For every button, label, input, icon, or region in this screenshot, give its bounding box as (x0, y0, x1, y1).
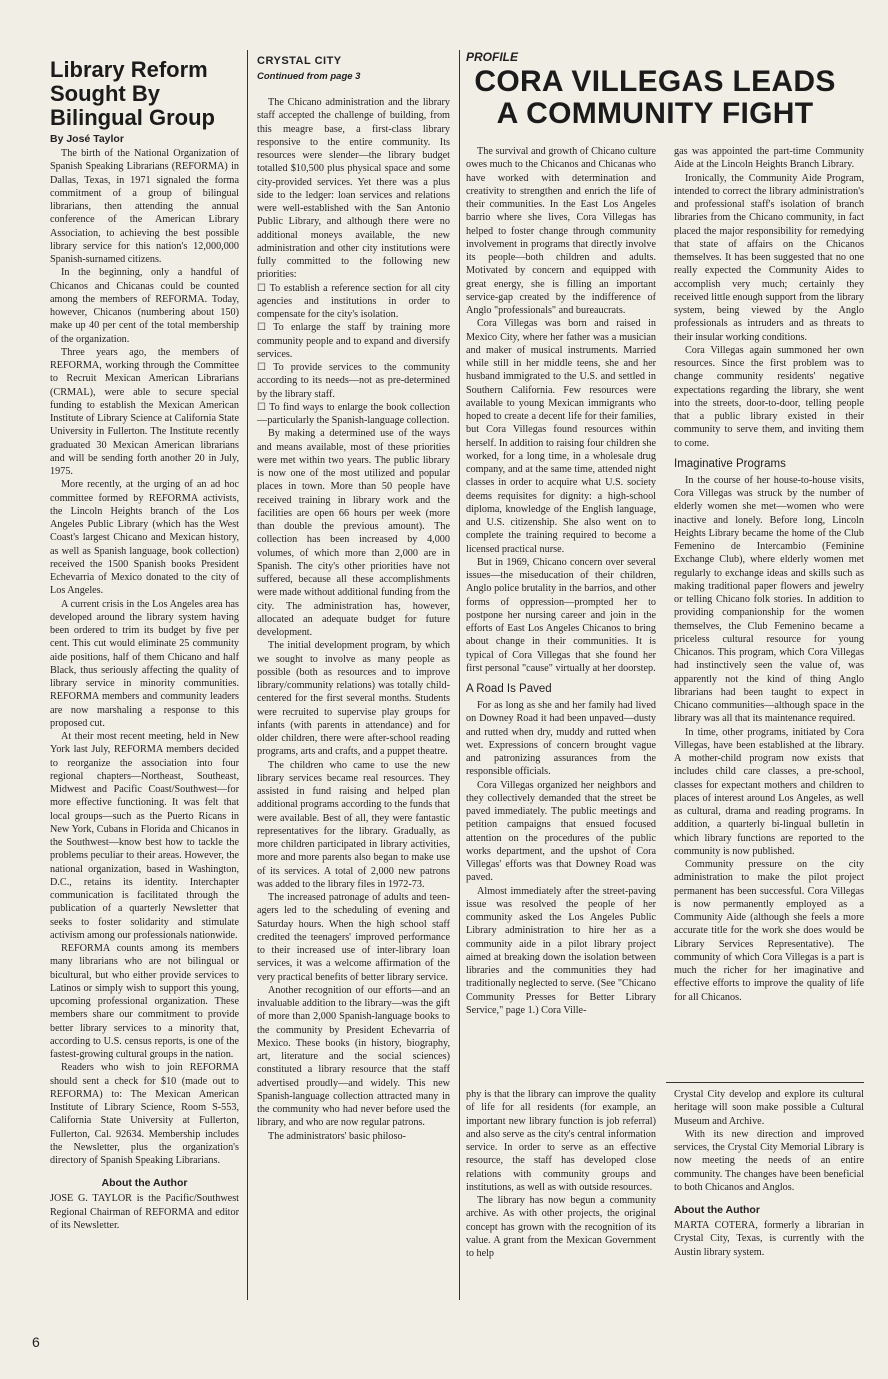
paragraph: Crystal City develop and explore its cultural heritage will soon make possible a Cultural Museum and Archive. (674, 1089, 864, 1127)
subhead: A Road Is Paved (466, 683, 552, 695)
author-bio: MARTA COTERA, formerly a librarian in Crystal City, Texas, is currently with the Austin library system. (674, 1220, 864, 1258)
paragraph: Cora Villegas organized her neighbors and they collectively demanded that the street be paved immediately. The public meetings and petition campaigns that ensued focused attention on the procedures of the public works department, and the upshot of Cora Villegas' efforts was that Downey Road was paved. (466, 779, 656, 884)
paragraph: ☐ To find ways to enlarge the book collection—particularly the Spanish-language collection. (257, 401, 450, 426)
paragraph: Cora Villegas again summoned her own resources. Since the first problem was to change community residents' negative expectations regarding the library, she went into the streets, door-to-door, telling people that a public library existed in their community to serve them, and inviting them to come. (674, 344, 864, 449)
byline: By José Taylor (50, 133, 124, 145)
crystal-city-continued-a (466, 1088, 656, 1303)
paragraph: The Chicano administration and the library staff accepted the challenge of building, from this meagre base, a first-class library responsive to the entire community. Its resources were slender—the library budget totalled $10,500 plus physical space and some city-provided services. Yet there was a plus side to the ledger: loan services and relations were well-established with the San Antonio Public Library, and although there were no additional moneys available, the new administration and other city institutions were fully committed to the following new priorities: (257, 97, 450, 281)
column-rule (247, 50, 248, 1300)
page-number: 6 (32, 1334, 40, 1350)
paragraph: Community pressure on the city administration to make the pilot project permanent has been successful. Cora Villegas is now permanently employed as a Community Aide (although she feels a more accurate title for the work she does would be Library Services Representative). The community of which Cora Villegas is a part is much the richer for her imaginative and effective efforts to improve the quality of life for all Chicanos. (674, 859, 864, 1003)
paragraph: Cora Villegas was born and raised in Mexico City, where her father was a musician and maker of musical instruments. Married while still in her middle teens, she and her husband immigrated to the U.S. and settled in Southern California. Few resources were available to young Mexican immigrants who hoped to create a decent life for their families, but Cora Villegas found resources within herself. In addition to raising four children she worked, for a long time, in a wholesale drug company, and at the same time, attended night classes in order to acquire what U.S. society deems requisites for dignity: a high-school diploma, knowledge of the English language, and U.S. citizenship. She also went on to complete the training required to become a licensed practical nurse. (466, 318, 656, 555)
column-rule (459, 50, 460, 1300)
paragraph: At their most recent meeting, held in New York last July, REFORMA members decided to reorganize the association into four regional chapters—Northeast, Southeast, Midwest and Pacific Coast/Southwest—for more effective functioning. It was felt that local groups—such as the Puerto Ricans in New York, Cubans in Florida and Chicanos in the Southwest—know best how to tackle the problems peculiar to their areas. However, the national organization, based in Washington, D.C., retains its identity. Interchapter communication is facilitated through the publication of a quarterly Newsletter that seeks to foster solidarity and stimulate activism among our professionals nationwide. (50, 731, 239, 941)
crystal-city-article (257, 55, 450, 1305)
paragraph: A current crisis in the Los Angeles area has developed around the library system having been ordered to trim its budget by five per cent. This cut would eliminate 25 community aide positions, half of them Chicano and half Black, thus seriously affecting the quality of library service in minority communities. REFORMA members and community leaders are now marshaling a response to this proposed cut. (50, 598, 239, 729)
paragraph: The initial development program, by which we sought to involve as many people as possible (both as resources and to improve library/community relations) was totally child-centered for the first several months. Students were recruited to supervise play groups for infants (with parents in attendance) and for older children, there were after-school reading programs, arts and crafts, and a puppet theatre. (257, 640, 450, 758)
paragraph: phy is that the library can improve the quality of life for all residents (for example, an important new library function is job referral) and also serve as the city's central information service. In order to serve as an effective resource, the staff has developed close relations with community groups and institutions, as well as with outside resources. (466, 1089, 656, 1193)
profile-header (466, 50, 844, 140)
author-bio: JOSE G. TAYLOR is the Pacific/Southwest Regional Chairman of REFORMA and editor of its Newsletter. (50, 1193, 239, 1231)
profile-column-1 (466, 145, 656, 1075)
paragraph: Three years ago, the members of REFORMA, working through the Committee to Recruit Mexican American Librarians (CRMAL), were able to secure special funding to establish the Mexican American Institute of Library Science at California State University in Fullerton. The Institute recently graduated 30 Mexican American librarians and will be sending forth another 20 in July, 1975. (50, 346, 239, 477)
article-headline: Library Reform Sought By Bilingual Group (50, 58, 215, 130)
paragraph: The library has now begun a community archive. As with other projects, the original concept has grown with the recognition of its value. A grant from the Mexican Government to help (466, 1195, 656, 1259)
paragraph: In the course of her house-to-house visits, Cora Villegas was struck by the number of elderly women she met—women who were inactive and lonely. Before long, Lincoln Heights Library became the home of the Club Femenino de Intercambio (Feminine Exchange Club), where elderly women met regularly to exchange ideas and skills such as making traditional paper flowers and jewelry or telling Chicano folk stories. In addition to providing companionship for the women themselves, the Club Femenino became a priceless cultural resource for young Chicanos. This program, which Cora Villegas had instinctively seen the value of, was apparently not the kind of thing Anglo librarians had been taught to expect in Chicano communities—although space in the library was all that its maintenance required. (674, 474, 864, 725)
crystal-city-continued-b (674, 1088, 864, 1303)
article-body (50, 147, 239, 1167)
section-kicker: CRYSTAL CITY (257, 55, 342, 67)
paragraph: gas was appointed the part-time Community Aide at the Lincoln Heights Branch Library. (674, 146, 864, 171)
paragraph: The administrators' basic philoso- (268, 1130, 406, 1142)
paragraph: ☐ To enlarge the staff by training more community people and to expand and diversify services. (257, 322, 450, 360)
paragraph: REFORMA counts among its members many librarians who are not bilingual or bicultural, but who either provide services to Latinos or simply wish to support this young, upcoming professional organization. These members share our commitment to provide better library services to a minority that, according to U.S. census reports, is one of the fastest-growing cultural groups in the nation. (50, 943, 239, 1060)
paragraph: The children who came to use the new library services became real resources. They assisted in fund raising and helped plan additional programs according to the funds that were available. Best of all, they were fantastic representatives for the library. Gradually, as more children participated in library activities, more and more parents also began to make use of its services. A total of 2,000 new patrons was added to the library files in 1972-73. (257, 759, 450, 890)
paragraph: In the beginning, only a handful of Chicanos and Chicanas could be counted among the members of REFORMA. Today, however, Chicanos (numbering about 150) make up 40 per cent of the total membership of the organization. (50, 267, 239, 345)
paragraph: Readers who wish to join REFORMA should sent a check for $10 (made out to REFORMA) to: The Mexican American Institute of Library Science, Room S-553, California State University at Fullerton, Fullerton, Cal. 92634. Membership includes the Newsletter, plus the organization's directory of Spanish Speaking Librarians. (50, 1062, 239, 1166)
paragraph: The increased patronage of adults and teen-agers led to the scheduling of evening and Saturday hours. When the high school staff credited the teenagers' improved performance to their increased use of inter-library loan services, it was a welcome affirmation of the very practical benefits of better library service. (257, 892, 450, 983)
profile-kicker: PROFILE (466, 50, 519, 64)
paragraph: More recently, at the urging of an ad hoc committee formed by REFORMA activists, the Lincoln Heights branch of the Los Angeles Public Library (which has the West Coast's largest Chicano and Mexican history, as well as Spanish language, book collection) received the 1500 Spanish books President Echevarria of Mexico donated to the city of Los Angeles. (50, 479, 239, 597)
paragraph: In time, other programs, initiated by Cora Villegas, have been established at the library. A mother-child program now exists that includes child care classes, a pre-school, classes for expectant mothers and children to places of interest around Los Angeles, as well as cultural, drama and reading programs. In addition, a quarterly bi-lingual bulletin in which library functions are reported to the community is now published. (674, 726, 864, 857)
about-author-heading: About the Author (674, 1204, 760, 1216)
left-article (50, 58, 239, 1304)
paragraph: For as long as she and her family had lived on Downey Road it had been unpaved—dusty and rutted when dry, muddy and rutted when wet. Expressions of concern brought vague and patronizing assurances from the responsible officials. (466, 700, 656, 778)
continued-note: Continued from page 3 (257, 71, 361, 82)
paragraph: Another recognition of our efforts—and an invaluable addition to the library—was the gift of more than 2,000 Spanish-language books to the community by President Echevarria of Mexico. These books (in history, biography, art, literature and the social sciences) constituted a library resource that the staff advertised proudly—and widely. This new Spanish-language collection attracted many in the community who had never before used the library, and who are now regular patrons. (257, 984, 450, 1129)
paragraph: Almost immediately after the street-paving issue was resolved the people of her community asked the Los Angeles Public Library administration to hire her as a community aide in a pilot library project aimed at breaking down the isolation between libraries and the communities they had traditionally neglected to serve. (See "Chicano Community Presses for Better Library Service," page 1.) Cora Ville- (466, 885, 656, 1016)
paragraph: ☐ To establish a reference section for all city agencies and institutions in order to compensate for the city's isolation. (257, 282, 450, 320)
subhead: Imaginative Programs (674, 457, 786, 470)
section-rule (666, 1082, 864, 1083)
paragraph: Ironically, the Community Aide Program, intended to correct the library administration's and professional staff's isolation of branch libraries from the Chicano community, in fact placed the major responsibility for remedying that state of affairs on the Chicanos themselves. It has been suggested that no one really expected the Community Aides to accomplish very much; certainly they received little enough support from the library system, being viewed by the Anglo professionals as intruders and as threats to their insular working conditions. (674, 172, 864, 343)
paragraph: But in 1969, Chicano concern over several issues—the miseducation of their children, Anglo police brutality in the barrios, and other forms of oppression—prompted her to postpone her nursing career and join in the efforts of East Los Angeles Chicanos to bring about change in their communities. It is typical of Cora Villegas that she found her first personal "cause" virtually at her doorstep. (466, 556, 656, 674)
paragraph: ☐ To provide services to the community according to its needs—not as pre-determined by the library staff. (257, 362, 450, 400)
profile-headline: CORA VILLEGAS LEADS A COMMUNITY FIGHT (474, 65, 836, 130)
paragraph: The survival and growth of Chicano culture owes much to the Chicanos and Chicanas who have worked with determination and creativity to strengthen and enrich the life of their communities. In the East Los Angeles barrio where she lives, Cora Villegas has helped to foster change through community involvement in programs that directly involve its people—both children and adults. Motivated by concern and equipped with great energy, she is filling an important service-gap created by the indifference of Anglo "professionals" and bureaucrats. (466, 146, 656, 316)
paragraph: The birth of the National Organization of Spanish Speaking Librarians (REFORMA) in Dallas, Texas, in 1971 signaled the forma commitment of a group of bilingual librarians, then attending the annual conference of the American Library Association, to achieving the best possible library service for this nation's 12,000,000 Spanish-surnamed citizens. (50, 148, 239, 265)
about-author-heading: About the Author (101, 1177, 188, 1190)
profile-column-2 (674, 145, 864, 1075)
paragraph: By making a determined use of the ways and means available, most of these priorities were met within two years. The public library is now one of the most utilized and popular places in town. More than 50 people have received training in library work and the facilities are open 66 hours per week (more than double the previous amount). The collection has been increased by 4,000 volumes, of which more than 2,000 are in Spanish. The city's other priorities have not suffered, because all these accomplishments were made without additional funding from the city. The administration has, however, allocated an adequate budget for future development. (257, 428, 450, 638)
paragraph: With its new direction and improved services, the Crystal City Memorial Library is now meeting the needs of an entire community. The changes have been beneficial to both Chicanos and Anglos. (674, 1128, 864, 1193)
